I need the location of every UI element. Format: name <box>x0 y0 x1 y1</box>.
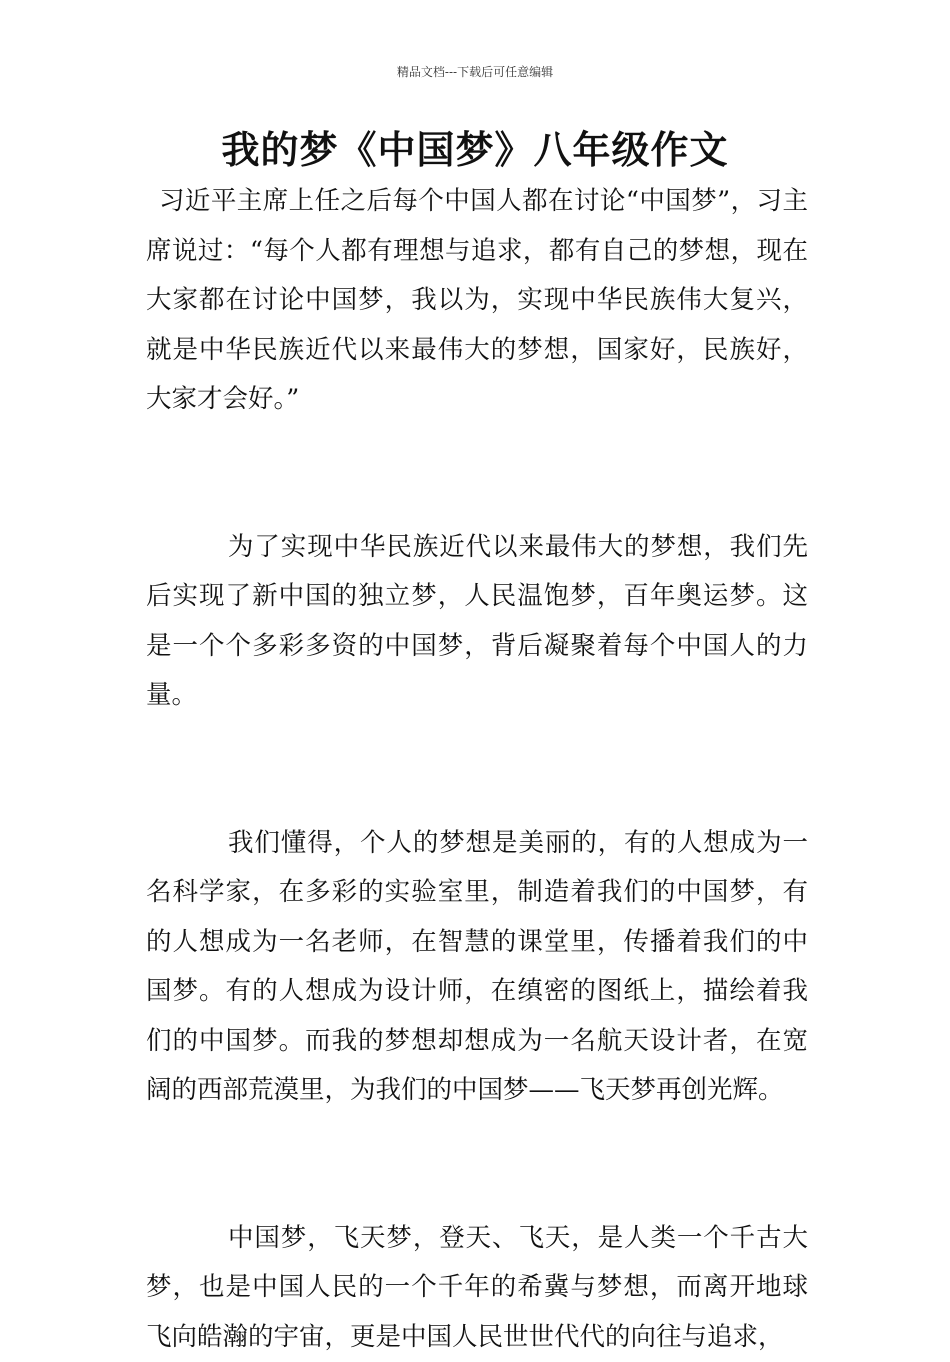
paragraph-4: 中国梦，飞天梦，登天、飞天，是人类一个千古大梦，也是中国人民的一个千年的希冀与梦想，而离开地球飞向皓瀚的宇宙，更是中国人民世世代代的向往与追求， <box>146 1214 808 1362</box>
document-title: 我的梦《中国梦》八年级作文 <box>0 124 950 176</box>
paragraph-3: 我们懂得，个人的梦想是美丽的，有的人想成为一名科学家，在多彩的实验室里，制造着我们的中国梦，有的人想成为一名老师，在智慧的课堂里，传播着我们的中国梦。有的人想成为设计师，在缜密的图纸上，描绘着我们的中国梦。而我的梦想却想成为一名航天设计者，在宽阔的西部荒漠里，为我们的中国梦——飞天梦再创光辉。 <box>146 819 808 1116</box>
document-body <box>146 177 808 1362</box>
paragraph-2: 为了实现中华民族近代以来最伟大的梦想，我们先后实现了新中国的独立梦，人民温饱梦，百年奥运梦。这是一个个多彩多资的中国梦，背后凝聚着每个中国人的力量。 <box>146 523 808 721</box>
paragraph-1: 习近平主席上任之后每个中国人都在讨论“中国梦”，习主席说过：“每个人都有理想与追求，都有自己的梦想，现在大家都在讨论中国梦，我以为，实现中华民族伟大复兴，就是中华民族近代以来最伟大的梦想，国家好，民族好，大家才会好。” <box>146 177 808 425</box>
page-header-note: 精品文档---下载后可任意编辑 <box>0 64 950 80</box>
